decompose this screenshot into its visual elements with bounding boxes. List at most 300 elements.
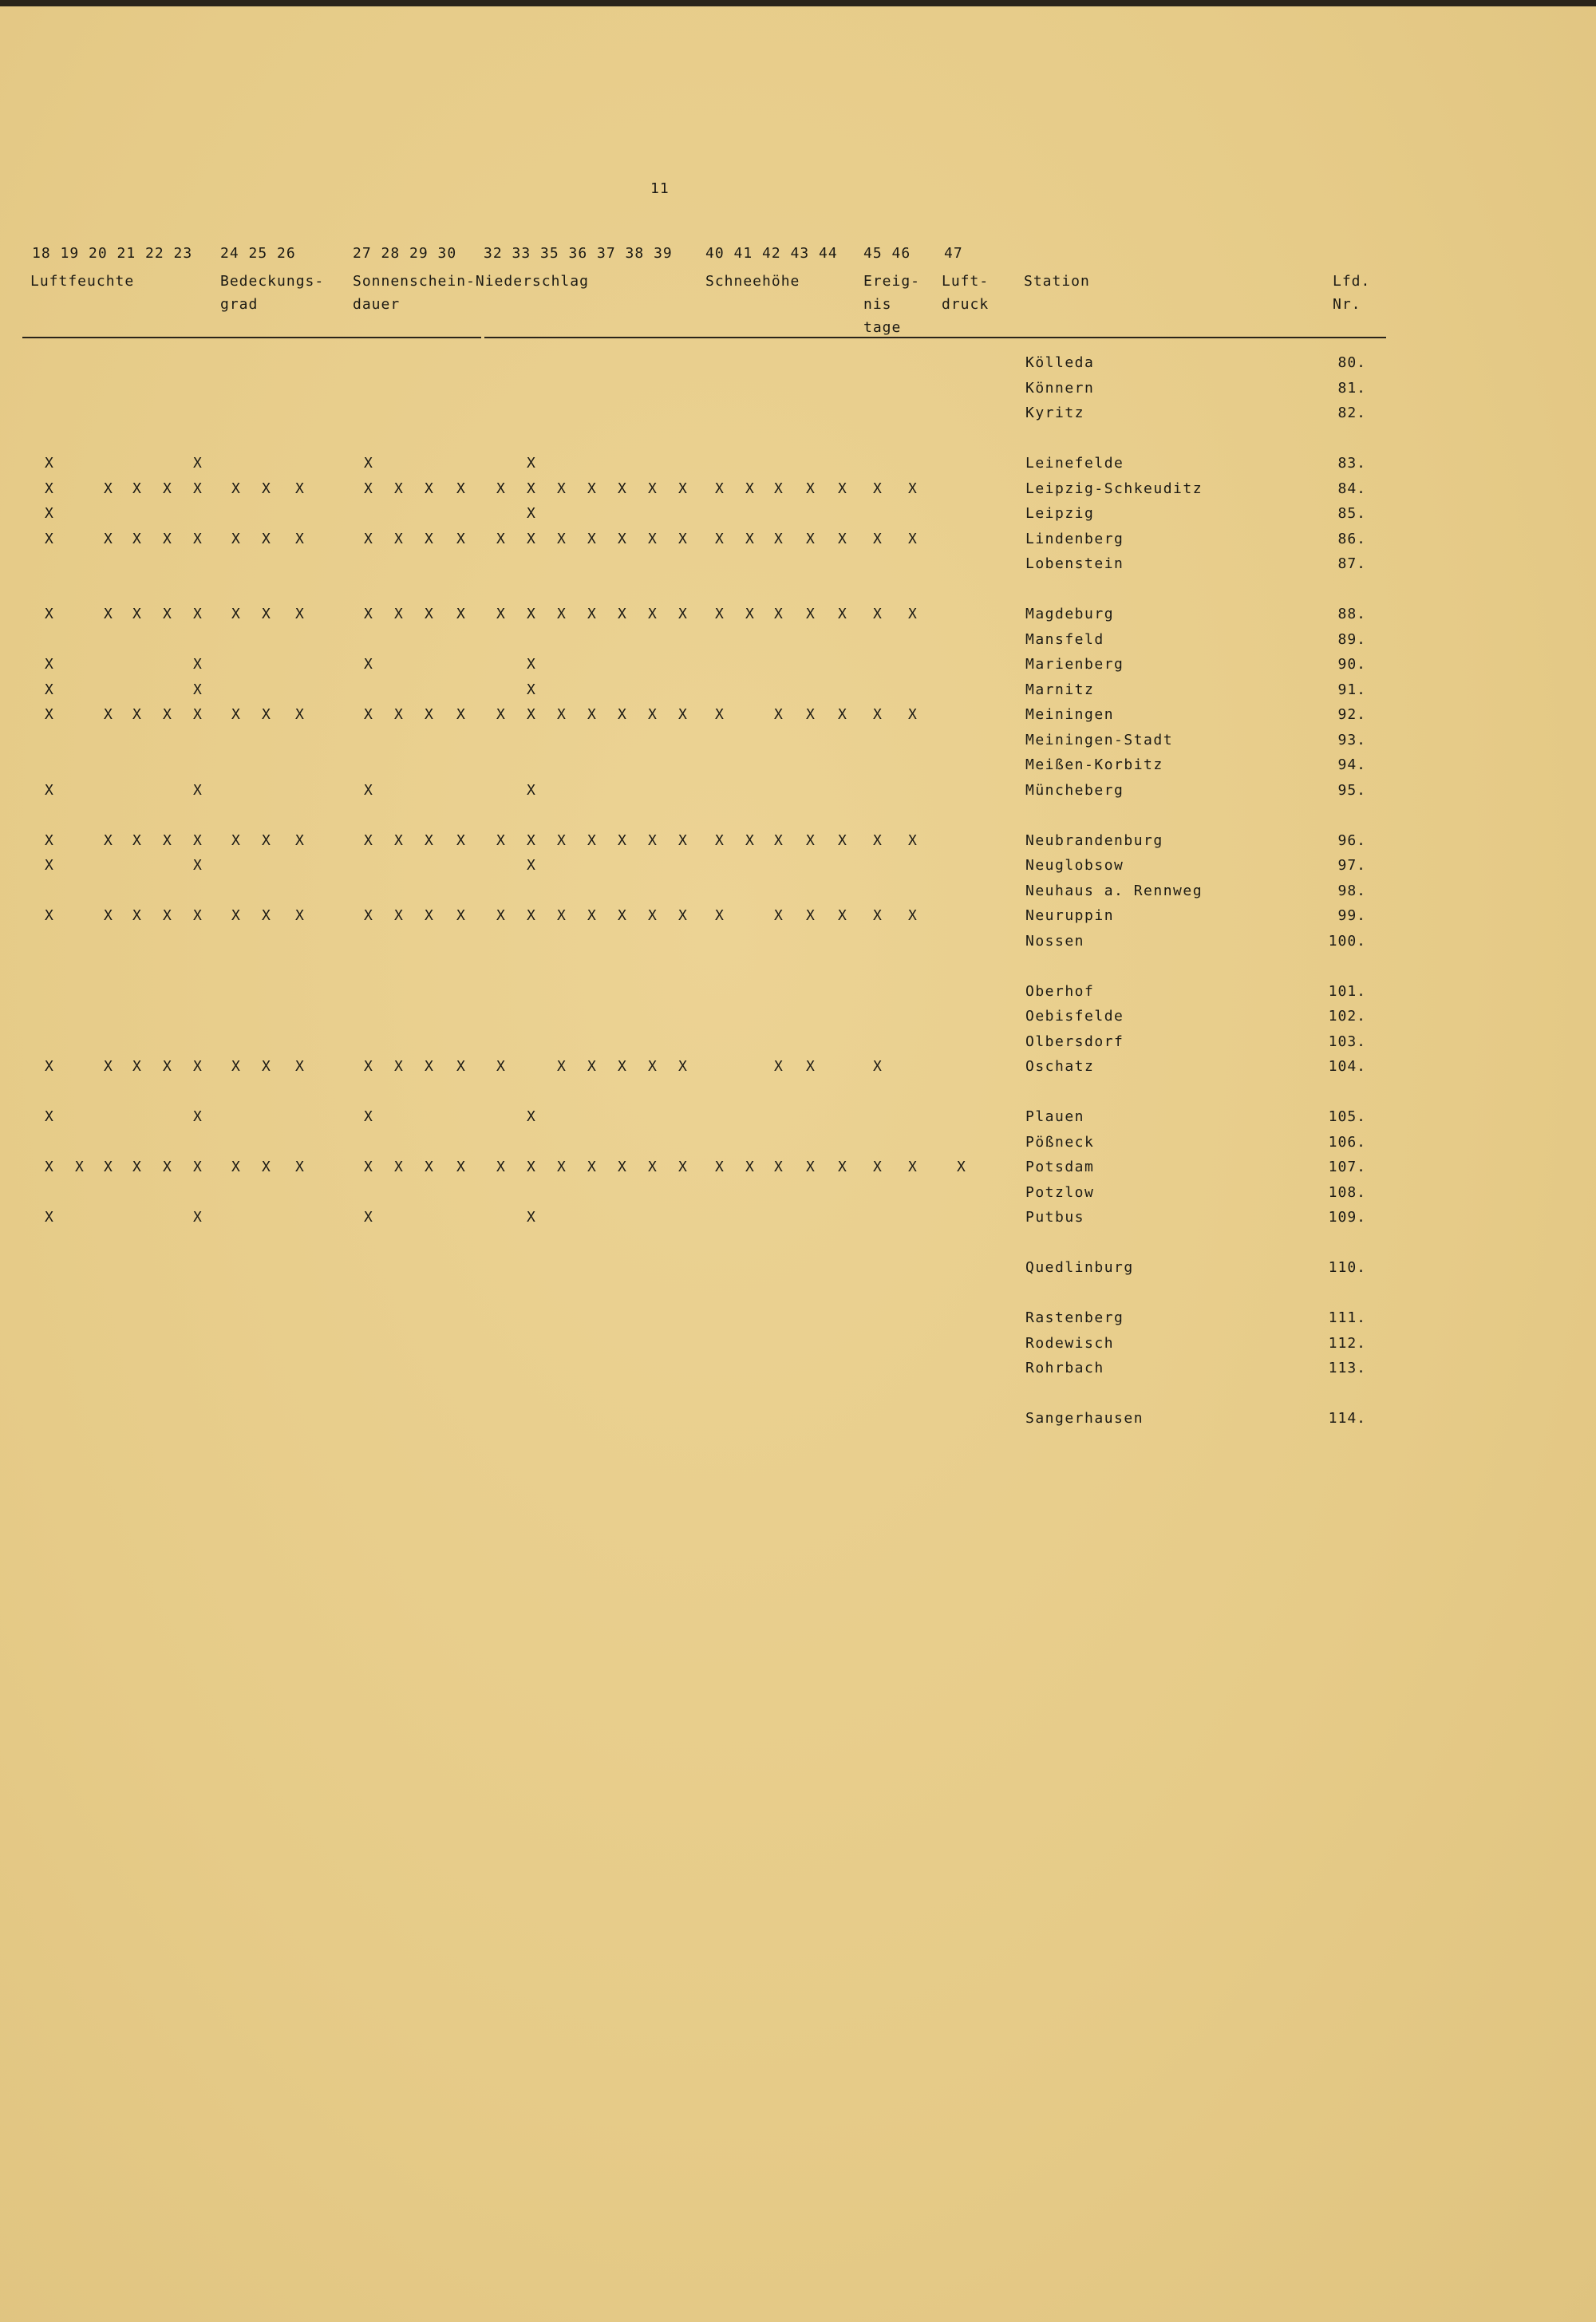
element-mark: X <box>262 606 271 622</box>
station-number: 102. <box>1328 1008 1366 1025</box>
element-mark: X <box>456 480 465 497</box>
element-mark: X <box>806 907 815 924</box>
element-mark: X <box>527 706 535 723</box>
element-mark: X <box>132 1159 141 1175</box>
element-mark: X <box>557 706 566 723</box>
element-mark: X <box>231 1159 240 1175</box>
page-top-edge <box>0 0 1596 6</box>
element-mark: X <box>648 480 657 497</box>
element-mark: X <box>618 530 626 547</box>
element-mark: X <box>806 606 815 622</box>
element-mark: X <box>838 606 847 622</box>
element-mark: X <box>774 1058 783 1075</box>
element-mark: X <box>496 706 505 723</box>
element-mark: X <box>745 480 754 497</box>
station-number: 87. <box>1337 555 1366 572</box>
element-mark: X <box>425 606 433 622</box>
element-mark: X <box>364 1108 373 1125</box>
element-mark: X <box>163 530 172 547</box>
element-mark: X <box>104 706 113 723</box>
element-mark: X <box>193 455 202 472</box>
station-name: Rohrbach <box>1025 1360 1104 1376</box>
element-mark: X <box>394 1159 403 1175</box>
element-mark: X <box>806 480 815 497</box>
station-name: Lobenstein <box>1025 555 1124 572</box>
element-mark: X <box>262 1159 271 1175</box>
element-mark: X <box>587 1159 596 1175</box>
element-mark: X <box>648 831 657 849</box>
station-number: 80. <box>1337 354 1366 371</box>
element-mark: X <box>45 1209 53 1226</box>
element-mark: X <box>295 1159 304 1175</box>
element-mark: X <box>838 706 847 723</box>
column-number-group: 18 19 20 21 22 23 <box>32 245 193 262</box>
element-mark: X <box>678 907 687 924</box>
element-mark: X <box>193 1058 202 1075</box>
element-mark: X <box>527 1159 535 1175</box>
element-mark: X <box>364 480 373 497</box>
station-number: 110. <box>1328 1259 1366 1276</box>
element-mark: X <box>908 1159 917 1175</box>
station-name: Marienberg <box>1025 656 1124 673</box>
station-name: Rodewisch <box>1025 1334 1115 1352</box>
element-mark: X <box>394 831 403 849</box>
station-name: Meißen-Korbitz <box>1025 756 1163 773</box>
element-mark: X <box>193 831 202 849</box>
element-mark: X <box>132 480 141 497</box>
station-name: Marnitz <box>1025 681 1095 698</box>
column-group-label: nis <box>863 296 892 313</box>
element-mark: X <box>715 706 724 723</box>
station-name: Olbersdorf <box>1025 1033 1124 1050</box>
element-mark: X <box>193 1159 202 1175</box>
station-number: 114. <box>1328 1410 1366 1427</box>
element-mark: X <box>557 480 566 497</box>
element-mark: X <box>527 606 535 622</box>
station-number: 90. <box>1337 656 1366 673</box>
column-group-label: dauer <box>353 296 401 313</box>
element-mark: X <box>806 1159 815 1175</box>
element-mark: X <box>456 1058 465 1075</box>
element-mark: X <box>678 1159 687 1175</box>
element-mark: X <box>45 857 53 874</box>
element-mark: X <box>104 907 113 924</box>
column-group-label: Luft- <box>942 273 990 290</box>
element-mark: X <box>527 480 535 497</box>
element-mark: X <box>527 530 535 547</box>
station-number: 95. <box>1337 781 1366 799</box>
element-mark: X <box>806 1058 815 1075</box>
station-number: 111. <box>1328 1309 1366 1326</box>
element-mark: X <box>957 1159 966 1175</box>
element-mark: X <box>587 606 596 622</box>
element-mark: X <box>193 1108 202 1125</box>
element-mark: X <box>193 781 202 799</box>
element-mark: X <box>163 606 172 622</box>
station-number: 109. <box>1328 1209 1366 1226</box>
element-mark: X <box>648 907 657 924</box>
element-mark: X <box>838 831 847 849</box>
element-mark: X <box>648 530 657 547</box>
station-number: 85. <box>1337 505 1366 522</box>
column-number-group: 32 33 35 36 37 38 39 <box>484 245 673 262</box>
station-name: Lindenberg <box>1025 530 1124 547</box>
element-mark: X <box>231 606 240 622</box>
element-mark: X <box>587 706 596 723</box>
station-name: Neuruppin <box>1025 907 1115 924</box>
station-name: Potsdam <box>1025 1159 1095 1175</box>
element-mark: X <box>425 831 433 849</box>
column-group-label: Nr. <box>1333 296 1361 313</box>
element-mark: X <box>618 480 626 497</box>
element-mark: X <box>873 1159 882 1175</box>
station-number: 112. <box>1328 1334 1366 1352</box>
column-group-label: Ereig- <box>863 273 921 290</box>
element-mark: X <box>364 530 373 547</box>
element-mark: X <box>527 831 535 849</box>
element-mark: X <box>231 907 240 924</box>
element-mark: X <box>873 530 882 547</box>
element-mark: X <box>527 505 535 522</box>
element-mark: X <box>163 706 172 723</box>
element-mark: X <box>104 480 113 497</box>
element-mark: X <box>648 706 657 723</box>
station-number: 100. <box>1328 932 1366 950</box>
element-mark: X <box>104 1159 113 1175</box>
station-name: Potzlow <box>1025 1183 1095 1201</box>
element-mark: X <box>231 831 240 849</box>
column-group-label: Station <box>1024 273 1090 290</box>
element-mark: X <box>678 1058 687 1075</box>
element-mark: X <box>45 530 53 547</box>
station-number: 86. <box>1337 530 1366 547</box>
station-number: 88. <box>1337 606 1366 622</box>
element-mark: X <box>193 681 202 698</box>
element-mark: X <box>45 831 53 849</box>
station-number: 99. <box>1337 907 1366 924</box>
element-mark: X <box>45 907 53 924</box>
station-number: 107. <box>1328 1159 1366 1175</box>
element-mark: X <box>193 530 202 547</box>
element-mark: X <box>456 606 465 622</box>
element-mark: X <box>715 831 724 849</box>
element-mark: X <box>678 480 687 497</box>
station-number: 84. <box>1337 480 1366 497</box>
page-number: 11 <box>650 180 670 197</box>
element-mark: X <box>132 606 141 622</box>
element-mark: X <box>618 606 626 622</box>
station-name: Kyritz <box>1025 405 1085 421</box>
element-mark: X <box>678 530 687 547</box>
element-mark: X <box>394 530 403 547</box>
element-mark: X <box>557 831 566 849</box>
element-mark: X <box>873 907 882 924</box>
element-mark: X <box>618 706 626 723</box>
column-group-label: grad <box>220 296 259 313</box>
column-group-label: Sonnenschein-Niederschlag <box>353 273 589 290</box>
element-mark: X <box>838 530 847 547</box>
station-name: Plauen <box>1025 1108 1085 1125</box>
element-mark: X <box>527 781 535 799</box>
element-mark: X <box>104 1058 113 1075</box>
element-mark: X <box>262 1058 271 1075</box>
element-mark: X <box>557 606 566 622</box>
element-mark: X <box>587 1058 596 1075</box>
element-mark: X <box>873 606 882 622</box>
element-mark: X <box>557 1058 566 1075</box>
element-mark: X <box>527 455 535 472</box>
element-mark: X <box>745 1159 754 1175</box>
station-name: Magdeburg <box>1025 606 1115 622</box>
element-mark: X <box>648 606 657 622</box>
element-mark: X <box>648 1159 657 1175</box>
station-name: Meiningen-Stadt <box>1025 731 1174 748</box>
station-name: Quedlinburg <box>1025 1259 1134 1276</box>
element-mark: X <box>527 857 535 874</box>
element-mark: X <box>745 606 754 622</box>
element-mark: X <box>104 606 113 622</box>
element-mark: X <box>806 530 815 547</box>
element-mark: X <box>45 656 53 673</box>
element-mark: X <box>394 480 403 497</box>
element-mark: X <box>774 480 783 497</box>
element-mark: X <box>231 530 240 547</box>
station-name: Oschatz <box>1025 1058 1095 1075</box>
element-mark: X <box>262 907 271 924</box>
element-mark: X <box>262 706 271 723</box>
element-mark: X <box>45 706 53 723</box>
station-number: 93. <box>1337 731 1366 748</box>
element-mark: X <box>193 606 202 622</box>
station-name: Könnern <box>1025 379 1095 397</box>
column-number-group: 27 28 29 30 <box>353 245 457 262</box>
element-mark: X <box>774 1159 783 1175</box>
element-mark: X <box>163 480 172 497</box>
element-mark: X <box>425 706 433 723</box>
element-mark: X <box>132 907 141 924</box>
element-mark: X <box>908 706 917 723</box>
element-mark: X <box>678 706 687 723</box>
element-mark: X <box>527 1108 535 1125</box>
element-mark: X <box>908 831 917 849</box>
element-mark: X <box>364 706 373 723</box>
element-mark: X <box>774 530 783 547</box>
element-mark: X <box>231 480 240 497</box>
station-number: 103. <box>1328 1033 1366 1050</box>
element-mark: X <box>456 1159 465 1175</box>
column-group-label: tage <box>863 319 902 336</box>
station-name: Leipzig <box>1025 505 1095 522</box>
element-mark: X <box>618 1159 626 1175</box>
element-mark: X <box>678 831 687 849</box>
element-mark: X <box>774 606 783 622</box>
element-mark: X <box>806 706 815 723</box>
element-mark: X <box>496 1058 505 1075</box>
element-mark: X <box>745 530 754 547</box>
element-mark: X <box>425 1159 433 1175</box>
element-mark: X <box>104 530 113 547</box>
element-mark: X <box>193 907 202 924</box>
station-number: 81. <box>1337 379 1366 397</box>
column-number-group: 47 <box>944 245 963 262</box>
element-mark: X <box>394 1058 403 1075</box>
column-number-group: 40 41 42 43 44 <box>705 245 838 262</box>
element-mark: X <box>394 907 403 924</box>
element-mark: X <box>193 857 202 874</box>
element-mark: X <box>618 907 626 924</box>
element-mark: X <box>587 480 596 497</box>
element-mark: X <box>364 455 373 472</box>
element-mark: X <box>908 530 917 547</box>
station-number: 105. <box>1328 1108 1366 1125</box>
element-mark: X <box>295 831 304 849</box>
station-number: 89. <box>1337 630 1366 648</box>
element-mark: X <box>496 831 505 849</box>
station-number: 97. <box>1337 857 1366 874</box>
element-mark: X <box>715 1159 724 1175</box>
element-mark: X <box>527 907 535 924</box>
element-mark: X <box>45 455 53 472</box>
element-mark: X <box>496 606 505 622</box>
station-name: Leinefelde <box>1025 455 1124 472</box>
station-number: 108. <box>1328 1183 1366 1201</box>
element-mark: X <box>132 530 141 547</box>
element-mark: X <box>132 706 141 723</box>
element-mark: X <box>557 530 566 547</box>
column-group-label: druck <box>942 296 990 313</box>
station-name: Meiningen <box>1025 706 1115 723</box>
element-mark: X <box>364 831 373 849</box>
element-mark: X <box>527 1209 535 1226</box>
column-group-label: Schneehöhe <box>705 273 800 290</box>
column-group-label: Lfd. <box>1333 273 1371 290</box>
element-mark: X <box>873 706 882 723</box>
element-mark: X <box>587 907 596 924</box>
element-mark: X <box>394 606 403 622</box>
element-mark: X <box>678 606 687 622</box>
element-mark: X <box>557 907 566 924</box>
element-mark: X <box>774 706 783 723</box>
element-mark: X <box>163 1159 172 1175</box>
element-mark: X <box>364 606 373 622</box>
element-mark: X <box>45 1108 53 1125</box>
station-number: 82. <box>1337 405 1366 421</box>
station-name: Kölleda <box>1025 354 1095 371</box>
element-mark: X <box>364 656 373 673</box>
element-mark: X <box>364 1058 373 1075</box>
element-mark: X <box>908 606 917 622</box>
station-number: 94. <box>1337 756 1366 773</box>
element-mark: X <box>132 1058 141 1075</box>
element-mark: X <box>873 1058 882 1075</box>
element-mark: X <box>618 831 626 849</box>
element-mark: X <box>873 831 882 849</box>
element-mark: X <box>75 1159 84 1175</box>
station-number: 92. <box>1337 706 1366 723</box>
station-name: Neuglobsow <box>1025 857 1124 874</box>
element-mark: X <box>163 831 172 849</box>
element-mark: X <box>838 480 847 497</box>
station-number: 96. <box>1337 831 1366 849</box>
element-mark: X <box>806 831 815 849</box>
element-mark: X <box>295 706 304 723</box>
column-number-group: 45 46 <box>863 245 911 262</box>
element-mark: X <box>231 706 240 723</box>
column-number-group: 24 25 26 <box>220 245 296 262</box>
element-mark: X <box>838 907 847 924</box>
element-mark: X <box>425 480 433 497</box>
element-mark: X <box>45 1159 53 1175</box>
element-mark: X <box>456 706 465 723</box>
element-mark: X <box>456 831 465 849</box>
element-mark: X <box>45 681 53 698</box>
element-mark: X <box>45 480 53 497</box>
element-mark: X <box>163 1058 172 1075</box>
element-mark: X <box>873 480 882 497</box>
column-group-label: Bedeckungs- <box>220 273 325 290</box>
station-number: 113. <box>1328 1360 1366 1376</box>
element-mark: X <box>527 681 535 698</box>
element-mark: X <box>193 1209 202 1226</box>
element-mark: X <box>745 831 754 849</box>
element-mark: X <box>193 706 202 723</box>
element-mark: X <box>364 1209 373 1226</box>
element-mark: X <box>262 831 271 849</box>
station-name: Sangerhausen <box>1025 1410 1144 1427</box>
element-mark: X <box>231 1058 240 1075</box>
header-rule-right <box>484 337 1386 338</box>
element-mark: X <box>262 530 271 547</box>
station-name: Neuhaus a. Rennweg <box>1025 882 1203 899</box>
element-mark: X <box>132 831 141 849</box>
element-mark: X <box>45 1058 53 1075</box>
element-mark: X <box>908 907 917 924</box>
element-mark: X <box>193 480 202 497</box>
element-mark: X <box>715 530 724 547</box>
station-name: Leipzig-Schkeuditz <box>1025 480 1203 497</box>
element-mark: X <box>715 606 724 622</box>
station-name: Neubrandenburg <box>1025 831 1163 849</box>
element-mark: X <box>394 706 403 723</box>
element-mark: X <box>715 480 724 497</box>
element-mark: X <box>193 656 202 673</box>
element-mark: X <box>425 1058 433 1075</box>
element-mark: X <box>163 907 172 924</box>
station-name: Oberhof <box>1025 982 1095 1000</box>
station-name: Oebisfelde <box>1025 1008 1124 1025</box>
element-mark: X <box>364 907 373 924</box>
element-mark: X <box>587 831 596 849</box>
element-mark: X <box>45 505 53 522</box>
column-group-label: Luftfeuchte <box>30 273 135 290</box>
element-mark: X <box>295 480 304 497</box>
element-mark: X <box>364 1159 373 1175</box>
element-mark: X <box>648 1058 657 1075</box>
element-mark: X <box>364 781 373 799</box>
element-mark: X <box>838 1159 847 1175</box>
element-mark: X <box>295 907 304 924</box>
element-mark: X <box>456 907 465 924</box>
element-mark: X <box>295 606 304 622</box>
station-number: 104. <box>1328 1058 1366 1075</box>
element-mark: X <box>774 907 783 924</box>
element-mark: X <box>425 530 433 547</box>
station-number: 106. <box>1328 1133 1366 1151</box>
element-mark: X <box>908 480 917 497</box>
header-rule-left <box>22 337 481 338</box>
element-mark: X <box>557 1159 566 1175</box>
element-mark: X <box>587 530 596 547</box>
